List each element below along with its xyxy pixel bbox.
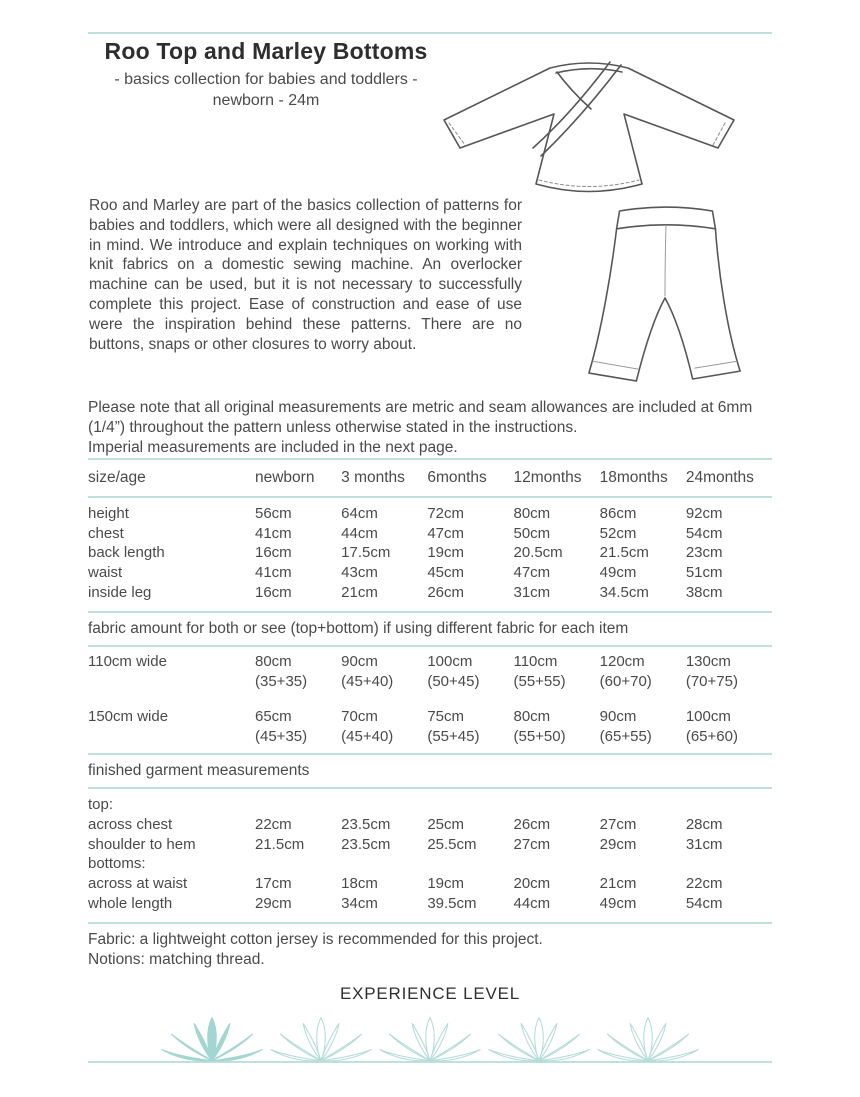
- cell: 80cm (55+50): [513, 708, 566, 746]
- cell: 22cm: [685, 875, 723, 893]
- lotus-icon: [595, 1012, 701, 1064]
- size-table-header: [88, 460, 772, 496]
- top-divider: [88, 32, 772, 34]
- cell: 75cm (55+45): [427, 708, 480, 746]
- row-label: whole length: [88, 894, 173, 912]
- lotus-icon: [486, 1012, 592, 1064]
- fabric-note: Fabric: a lightweight cotton jersey is recommended for this project.: [88, 930, 543, 948]
- cell: 70cm (45+40): [341, 708, 394, 746]
- intro-paragraph: Roo and Marley are part of the basics collection of patterns for babies and toddlers, which were all designed with the beginner in mind. We introduce and explain techniques on working with knit fabrics on a domestic sewing machine. An overlocker machine can be used, but it is not necessary to successfully complete this project. Ease of construction and ease of use were the inspiration behind these patterns. There are no buttons, snaps or other closures to worry about.: [89, 197, 522, 353]
- size-row: [88, 563, 772, 583]
- cell: 41cm: [255, 564, 292, 582]
- fabric-table: [88, 647, 772, 753]
- measurement-row: [88, 874, 772, 894]
- cell: 92cm: [685, 504, 723, 522]
- notions-note: Notions: matching thread.: [88, 950, 265, 968]
- cell: 21.5cm: [599, 544, 649, 562]
- cell: 21cm: [599, 875, 637, 893]
- cell: 16cm: [255, 583, 292, 601]
- finished-measurements-table: [88, 789, 772, 922]
- metric-note: [88, 398, 772, 458]
- cell: 72cm: [427, 504, 465, 522]
- row-label: waist: [88, 564, 123, 582]
- cell: 52cm: [599, 524, 637, 542]
- cell: 29cm: [255, 894, 292, 912]
- cell: 16cm: [255, 544, 292, 562]
- size-row: [88, 504, 772, 524]
- lotus-icon: [377, 1012, 483, 1064]
- cell: 64cm: [341, 504, 378, 522]
- group-label-row: [88, 795, 772, 815]
- cell: 47cm: [427, 524, 465, 542]
- fabric-row: [88, 652, 772, 692]
- wrap-top-illustration: [424, 52, 750, 200]
- row-label: inside leg: [88, 583, 152, 601]
- cell: 31cm: [685, 835, 723, 853]
- footer-notes: [88, 924, 772, 970]
- lotus-icon: [159, 1012, 265, 1064]
- page-subtitle: - basics collection for babies and toddlers -: [114, 70, 418, 88]
- cell: 90cm (65+55): [599, 708, 652, 746]
- lotus-icon: [268, 1012, 374, 1064]
- finished-section-heading: finished garment measurements: [88, 761, 310, 779]
- metric-note-line1: Please note that all original measurements are metric and seam allowances are included at 6mm (1/4”) throughout the pattern unless otherwise stated in the instructions.: [88, 399, 753, 436]
- cell: 65cm (45+35): [255, 708, 308, 746]
- pattern-header: [98, 38, 434, 110]
- column-header: size/age: [88, 469, 146, 486]
- cell: 47cm: [513, 564, 551, 582]
- row-label: chest: [88, 524, 124, 542]
- cell: 39.5cm: [427, 894, 477, 912]
- cell: 51cm: [685, 564, 723, 582]
- row-label: across at waist: [88, 875, 188, 893]
- cell: 120cm (60+70): [599, 652, 652, 690]
- cell: 54cm: [685, 894, 723, 912]
- row-label: across chest: [88, 815, 173, 833]
- cell: 80cm: [513, 504, 551, 522]
- cell: 21.5cm: [255, 835, 305, 853]
- cell: 23.5cm: [341, 835, 391, 853]
- cell: 56cm: [255, 504, 292, 522]
- cell: 22cm: [255, 815, 292, 833]
- cell: 34.5cm: [599, 583, 649, 601]
- cell: 26cm: [427, 583, 465, 601]
- cell: 18cm: [341, 875, 378, 893]
- metric-note-line2: Imperial measurements are included in the next page.: [88, 439, 458, 456]
- experience-level-heading: EXPERIENCE LEVEL: [339, 983, 521, 1003]
- cell: 110cm (55+55): [513, 652, 566, 690]
- size-row: [88, 543, 772, 563]
- cell: 100cm (50+45): [427, 652, 480, 690]
- cell: 17cm: [255, 875, 292, 893]
- cell: 25.5cm: [427, 835, 477, 853]
- cell: 23cm: [685, 544, 723, 562]
- cell: 38cm: [685, 583, 723, 601]
- cell: 86cm: [599, 504, 637, 522]
- row-label: height: [88, 504, 129, 522]
- cell: 90cm (45+40): [341, 652, 394, 690]
- size-row: [88, 583, 772, 603]
- row-label: bottoms:: [88, 855, 146, 873]
- cell: 27cm: [599, 815, 637, 833]
- cell: 28cm: [685, 815, 723, 833]
- cell: 26cm: [513, 815, 551, 833]
- cell: 29cm: [599, 835, 637, 853]
- cell: 20cm: [513, 875, 551, 893]
- cell: 130cm (70+75): [685, 652, 738, 690]
- row-label: top:: [88, 795, 114, 813]
- cell: 100cm (65+60): [685, 708, 738, 746]
- cell: 19cm: [427, 875, 465, 893]
- fabric-section-heading: fabric amount for both or see (top+bottom) if using different fabric for each item: [88, 619, 629, 637]
- cell: 27cm: [513, 835, 551, 853]
- cell: 25cm: [427, 815, 465, 833]
- row-label: back length: [88, 544, 165, 562]
- cell: 34cm: [341, 894, 378, 912]
- cell: 80cm (35+35): [255, 652, 308, 690]
- row-label: shoulder to hem: [88, 835, 196, 853]
- column-header: 24months: [685, 469, 754, 486]
- cell: 45cm: [427, 564, 465, 582]
- measurement-row: [88, 894, 772, 914]
- row-label: 150cm wide: [88, 708, 169, 726]
- cell: 23.5cm: [341, 815, 391, 833]
- fabric-row: [88, 707, 772, 747]
- page-size-range: newborn - 24m: [212, 91, 320, 109]
- measurements-section: [88, 398, 772, 1063]
- cell: 44cm: [513, 894, 551, 912]
- cell: 54cm: [685, 524, 723, 542]
- cell: 17.5cm: [341, 544, 391, 562]
- cell: 20.5cm: [513, 544, 563, 562]
- pants-illustration: [582, 198, 750, 394]
- cell: 41cm: [255, 524, 292, 542]
- cell: 49cm: [599, 894, 637, 912]
- column-header: 6months: [427, 469, 487, 486]
- size-row: [88, 524, 772, 544]
- group-label-row: [88, 854, 772, 874]
- page-title: Roo Top and Marley Bottoms: [104, 38, 428, 64]
- row-label: 110cm wide: [88, 652, 167, 670]
- column-header: newborn: [255, 469, 315, 486]
- column-header: 18months: [599, 469, 668, 486]
- cell: 43cm: [341, 564, 378, 582]
- column-header: 3 months: [341, 469, 405, 486]
- cell: 50cm: [513, 524, 551, 542]
- cell: 44cm: [341, 524, 378, 542]
- measurement-row: [88, 835, 772, 855]
- cell: 19cm: [427, 544, 465, 562]
- cell: 49cm: [599, 564, 637, 582]
- cell: 21cm: [341, 583, 378, 601]
- body-measurements-table: [88, 498, 772, 611]
- experience-level-indicator: [88, 1012, 772, 1064]
- measurement-row: [88, 815, 772, 835]
- cell: 31cm: [513, 583, 551, 601]
- column-header: 12months: [513, 469, 582, 486]
